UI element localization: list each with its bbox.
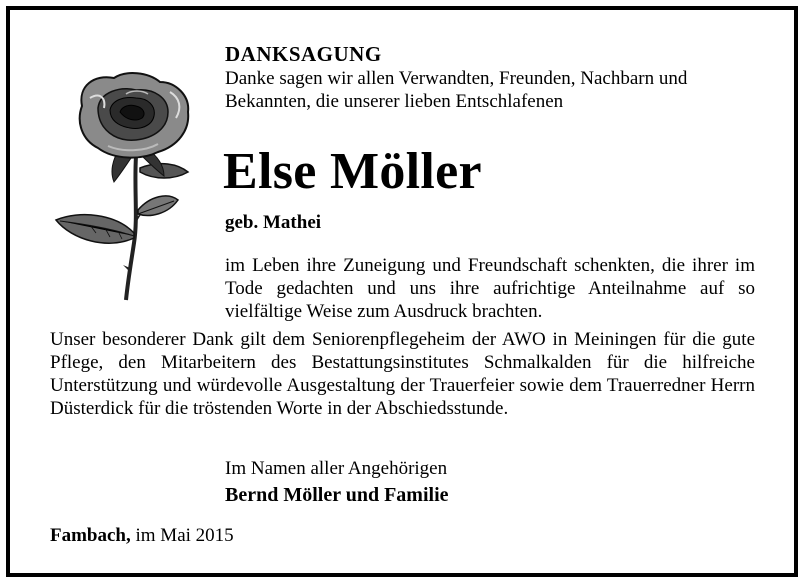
family-signature: Bernd Möller und Familie: [225, 484, 449, 506]
date-text: im Mai 2015: [135, 525, 234, 546]
thanks-text: im Leben ihre Zuneigung und Freundschaft schenkten, die ihrer im Tode gedachten und uns ihre aufrichtige Anteilnahme auf so vielfältige Weise zum Ausdruck brachten.: [225, 255, 755, 322]
maiden-name: geb. Mathei: [225, 212, 322, 233]
obituary-frame: [6, 6, 798, 577]
intro-text: Danke sagen wir allen Verwandten, Freunden, Nachbarn und Bekannten, die unserer lieben Entschlafenen: [225, 68, 688, 112]
deceased-name: Else Möller: [223, 143, 482, 200]
on-behalf-line: Im Namen aller Angehörigen: [225, 458, 448, 479]
notice-heading: DANKSAGUNG: [225, 42, 382, 66]
rose-icon: [50, 68, 200, 304]
special-thanks-text: Unser besonderer Dank gilt dem Seniorenpflegeheim der AWO in Meiningen für die gute Pflege, den Mitarbeitern des Bestattungsinstitutes Schmalkalden für die hilfreiche Unterstützung und würdevolle Ausgestaltung der Trauerfeier sowie dem Trauerredner Herrn Düsterdick für die tröstenden Worte in der Abschiedsstunde.: [50, 329, 755, 419]
place-name: Fambach,: [50, 525, 131, 546]
place-date-line: [50, 525, 234, 547]
